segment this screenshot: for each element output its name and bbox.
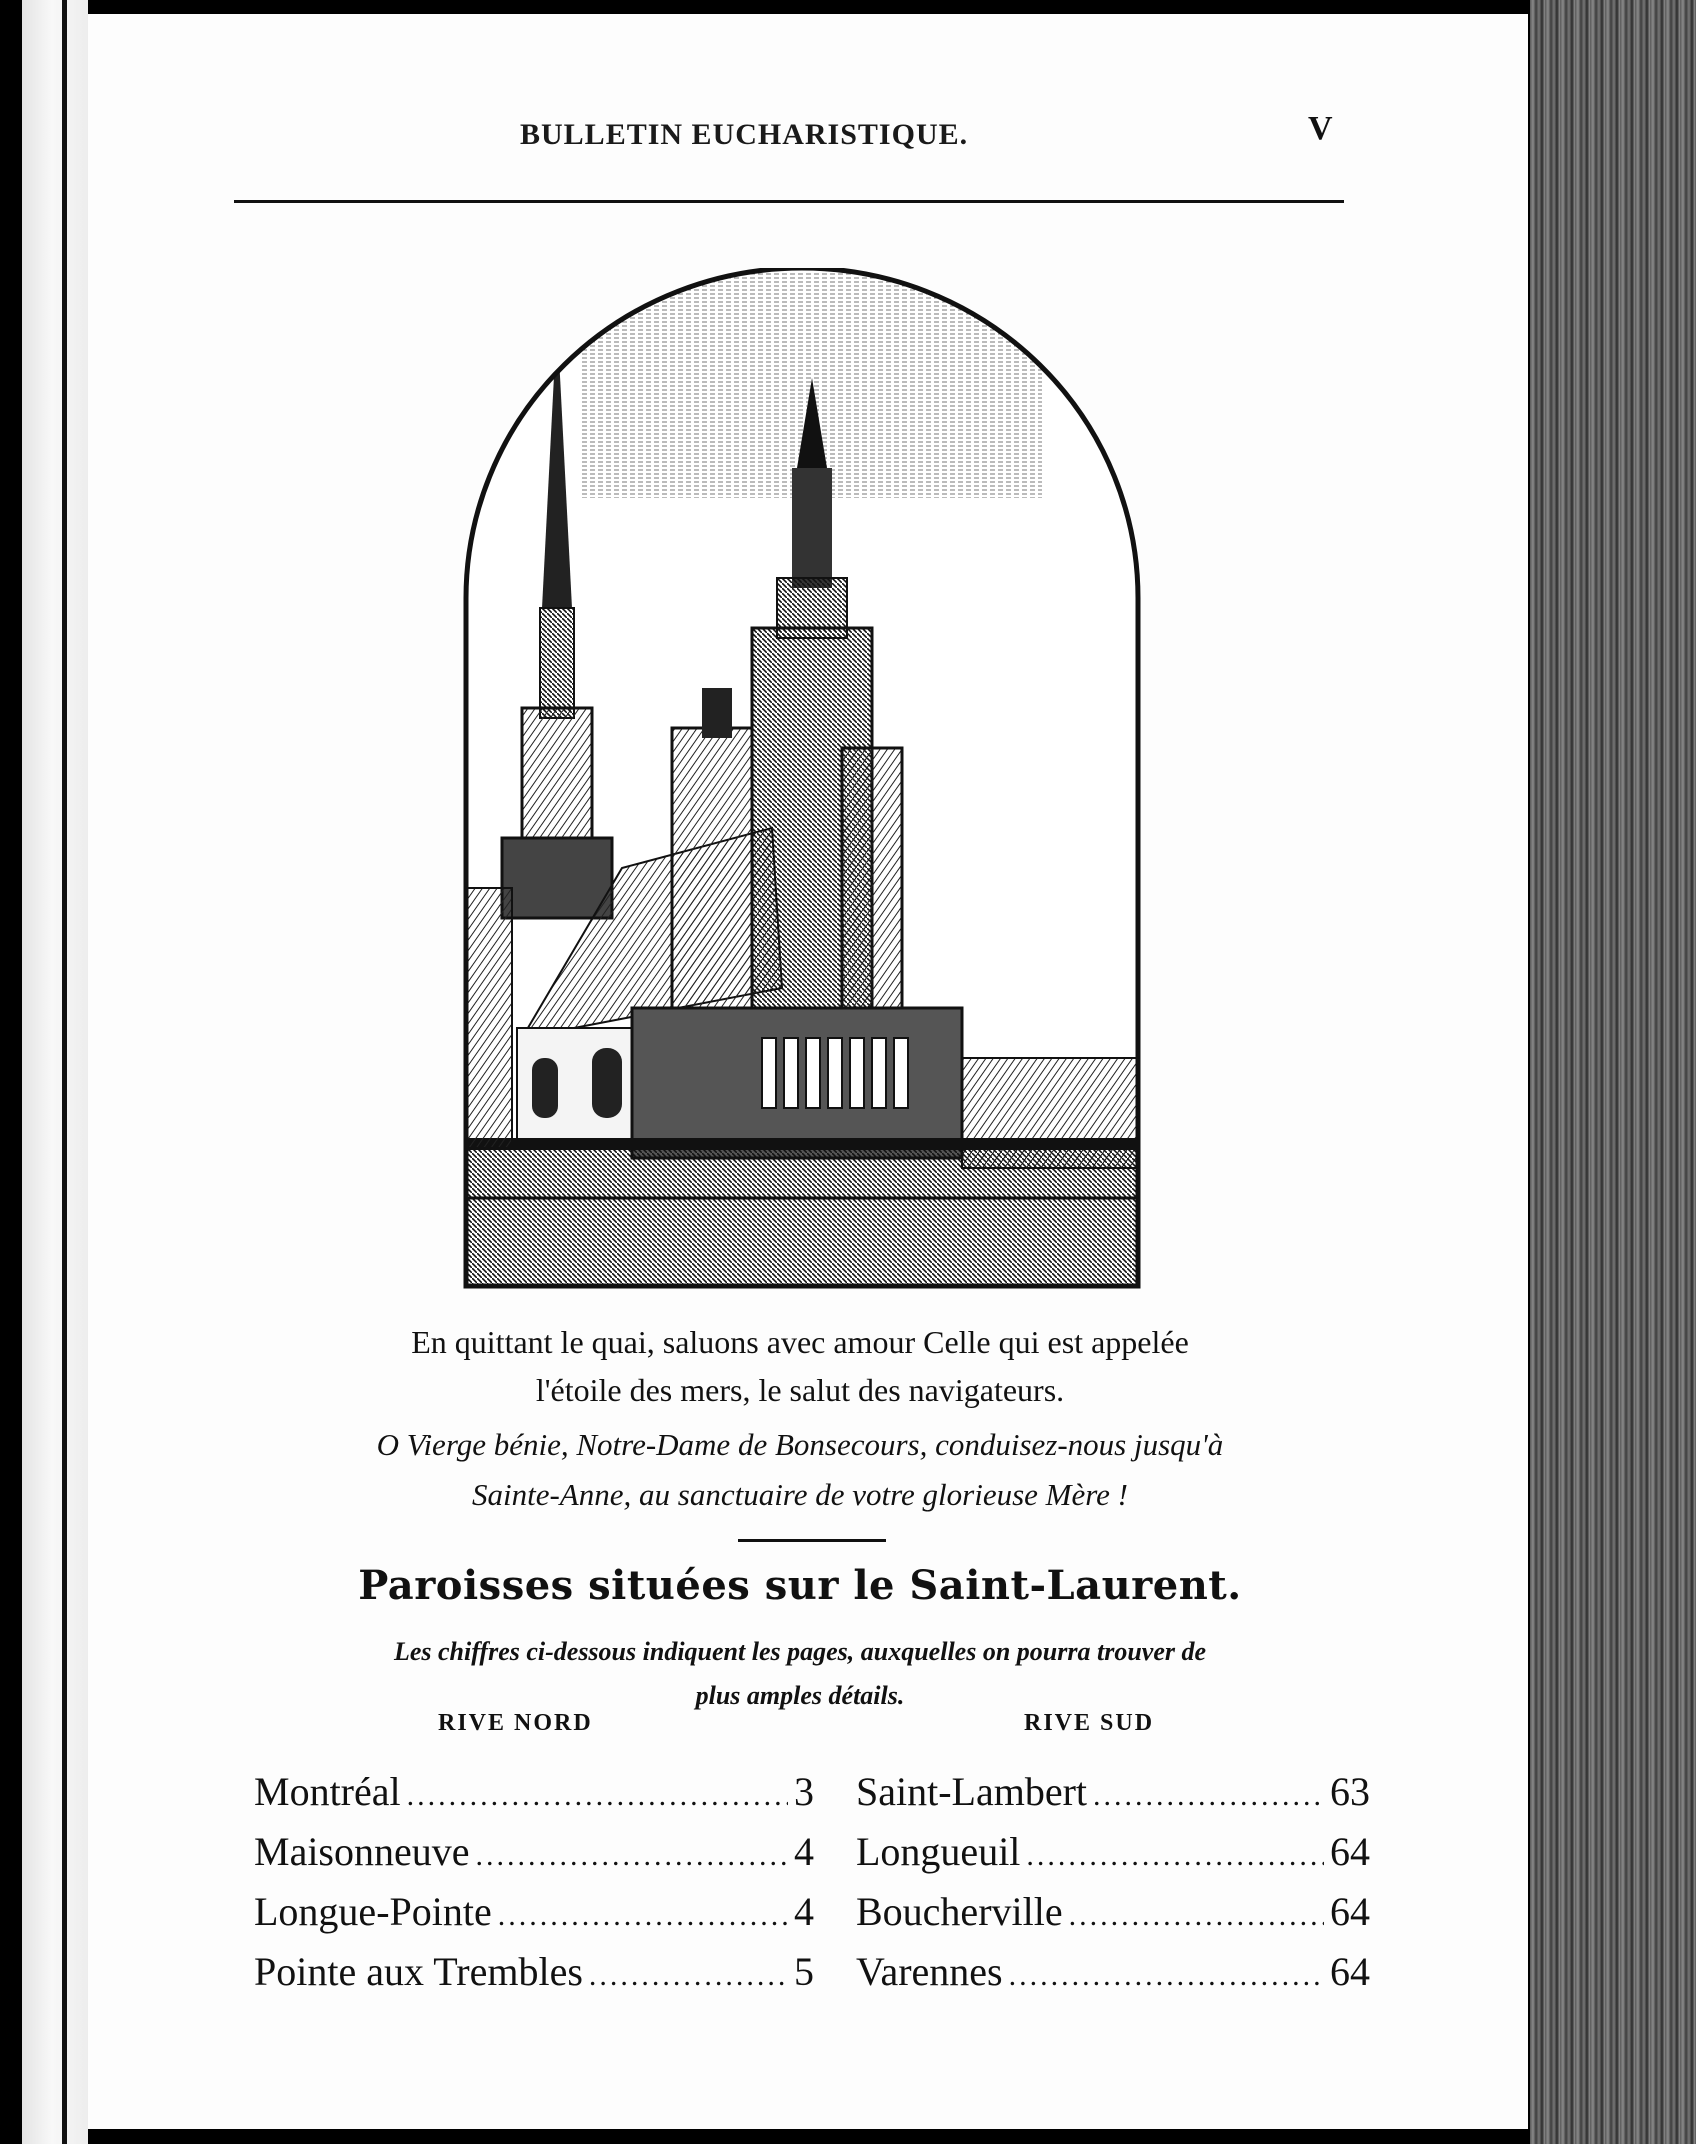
page-ref: 5 [794, 1949, 814, 1994]
parish-name: Boucherville [856, 1889, 1063, 1934]
section-divider [738, 1539, 886, 1542]
page-stack-edge [1530, 0, 1696, 2144]
binding-shadow [62, 0, 67, 2144]
leader-dots [1009, 1959, 1324, 1993]
church-engraving [462, 268, 1142, 1290]
list-item [254, 1828, 814, 1888]
parish-name: Longueuil [856, 1829, 1021, 1874]
leader-dots [476, 1839, 788, 1873]
page-ref: 63 [1330, 1769, 1370, 1814]
list-item [254, 1768, 814, 1828]
parish-name: Pointe aux Trembles [254, 1949, 583, 1994]
parish-name: Varennes [856, 1949, 1003, 1994]
leader-dots [1093, 1779, 1324, 1813]
parish-name: Montréal [254, 1769, 401, 1814]
leader-dots [589, 1959, 788, 1993]
list-item [254, 1888, 814, 1948]
page-ref: 3 [794, 1769, 814, 1814]
page-ref: 64 [1330, 1949, 1370, 1994]
list-item [856, 1888, 1370, 1948]
section-title: Paroisses situées sur le Saint-Laurent. [358, 1562, 1242, 1609]
parish-name: Saint-Lambert [856, 1769, 1088, 1814]
parish-name: Longue-Pointe [254, 1889, 492, 1934]
leader-dots [1026, 1839, 1324, 1873]
caption-line-1: En quittant le quai, saluons avec amour Celle qui est appelée [411, 1324, 1189, 1360]
section-note [240, 1630, 1360, 1718]
parish-name: Maisonneuve [254, 1829, 470, 1874]
left-page-edge [22, 0, 88, 2144]
rive-sud-heading: RIVE SUD [1024, 1710, 1155, 1736]
list-item [856, 1768, 1370, 1828]
page-ref: 64 [1330, 1889, 1370, 1934]
rive-nord-list [254, 1768, 814, 2008]
caption-text [240, 1318, 1360, 1414]
page-ref: 64 [1330, 1829, 1370, 1874]
leader-dots [498, 1899, 788, 1933]
caption-line-2: l'étoile des mers, le salut des navigateurs. [535, 1372, 1065, 1408]
running-header: BULLETIN EUCHARISTIQUE. [520, 118, 969, 151]
section-note-line-1: Les chiffres ci-dessous indiquent les pages, auxquelles on pourra trouver de [393, 1637, 1207, 1666]
prayer-text [240, 1420, 1360, 1520]
list-item [856, 1948, 1370, 2008]
list-item [254, 1948, 814, 2008]
rive-nord-heading: RIVE NORD [438, 1710, 593, 1736]
rive-sud-list [856, 1768, 1370, 2008]
header-rule [234, 200, 1344, 203]
leader-dots [407, 1779, 788, 1813]
page-number: V [1308, 110, 1333, 147]
prayer-line-1: O Vierge bénie, Notre-Dame de Bonsecours, conduisez-nous jusqu'à [376, 1427, 1224, 1462]
page-ref: 4 [794, 1889, 814, 1934]
section-note-line-2: plus amples détails. [695, 1681, 905, 1710]
leader-dots [1069, 1899, 1324, 1933]
prayer-line-2: Sainte-Anne, au sanctuaire de votre glorieuse Mère ! [472, 1477, 1128, 1512]
list-item [856, 1828, 1370, 1888]
page-ref: 4 [794, 1829, 814, 1874]
